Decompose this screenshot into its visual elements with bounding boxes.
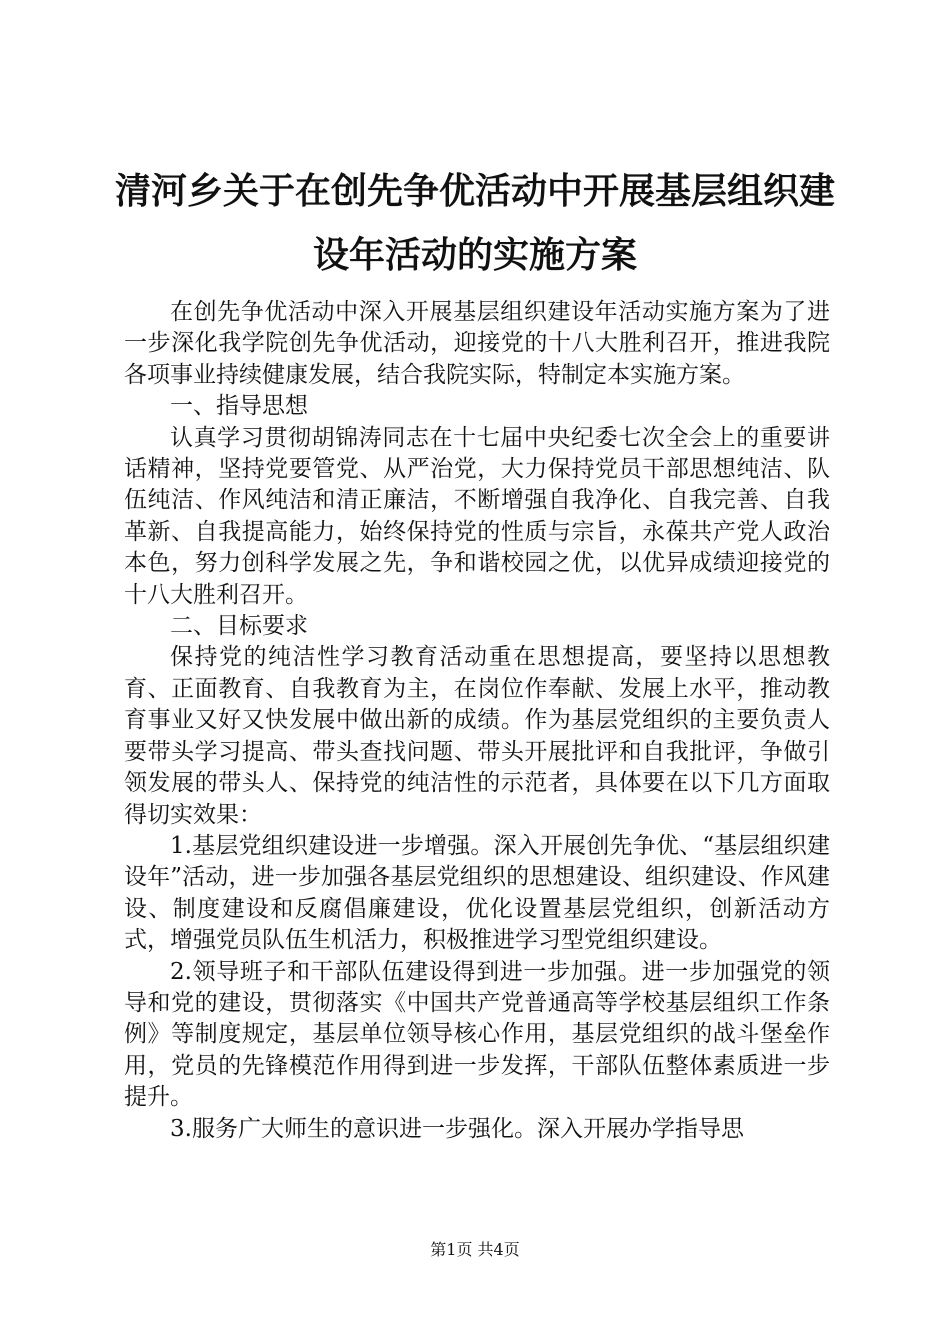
paragraph-guiding-thought: 认真学习贯彻胡锦涛同志在十七届中央纪委七次全会上的重要讲话精神，坚持党要管党、从严治党，大力保持党员干部思想纯洁、队伍纯洁、作风纯洁和清正廉洁，不断增强自我净化、自我完善、自我革新、自我提高能力，始终保持党的性质与宗旨，永葆共产党人政治本色，努力创科学发展之先，争和谐校园之优，以优异成绩迎接党的十八大胜利召开。	[124, 424, 830, 608]
paragraph-item-3: 3.服务广大师生的意识进一步强化。深入开展办学指导思	[170, 1115, 744, 1142]
page-number-footer: 第1页 共4页	[430, 1240, 520, 1259]
document-title	[110, 160, 840, 288]
paragraph-item-1: 1.基层党组织建设进一步增强。深入开展创先争优、“基层组织建设年”活动，进一步加强各基层党组织的思想建设、组织建设、作风建设、制度建设和反腐倡廉建设，优化设置基层党组织，创新活动方式，增强党员队伍生机活力，积极推进学习型党组织建设。	[124, 832, 830, 954]
document-body	[124, 297, 830, 1145]
heading-goals: 二、目标要求	[170, 613, 308, 640]
paragraph-item-2: 2.领导班子和干部队伍建设得到进一步加强。进一步加强党的领导和党的建设，贯彻落实《中国共产党普通高等学校基层组织工作条例》等制度规定，基层单位领导核心作用，基层党组织的战斗堡垒作用，党员的先锋模范作用得到进一步发挥，干部队伍整体素质进一步提升。	[124, 958, 830, 1111]
title-line-1: 清河乡关于在创先争优活动中开展基层组织建	[114, 171, 835, 212]
paragraph-goals: 保持党的纯洁性学习教育活动重在思想提高，要坚持以思想教育、正面教育、自我教育为主，在岗位作奉献、发展上水平，推动教育事业又好又快发展中做出新的成绩。作为基层党组织的主要负责人要带头学习提高、带头查找问题、带头开展批评和自我批评，争做引领发展的带头人、保持党的纯洁性的示范者，具体要在以下几方面取得切实效果：	[124, 644, 830, 828]
heading-guiding-thought: 一、指导思想	[170, 393, 308, 420]
title-line-2: 设年活动的实施方案	[312, 235, 637, 276]
paragraph-intro: 在创先争优活动中深入开展基层组织建设年活动实施方案为了进一步深化我学院创先争优活动，迎接党的十八大胜利召开，推进我院各项事业持续健康发展，结合我院实际，特制定本实施方案。	[124, 299, 830, 388]
